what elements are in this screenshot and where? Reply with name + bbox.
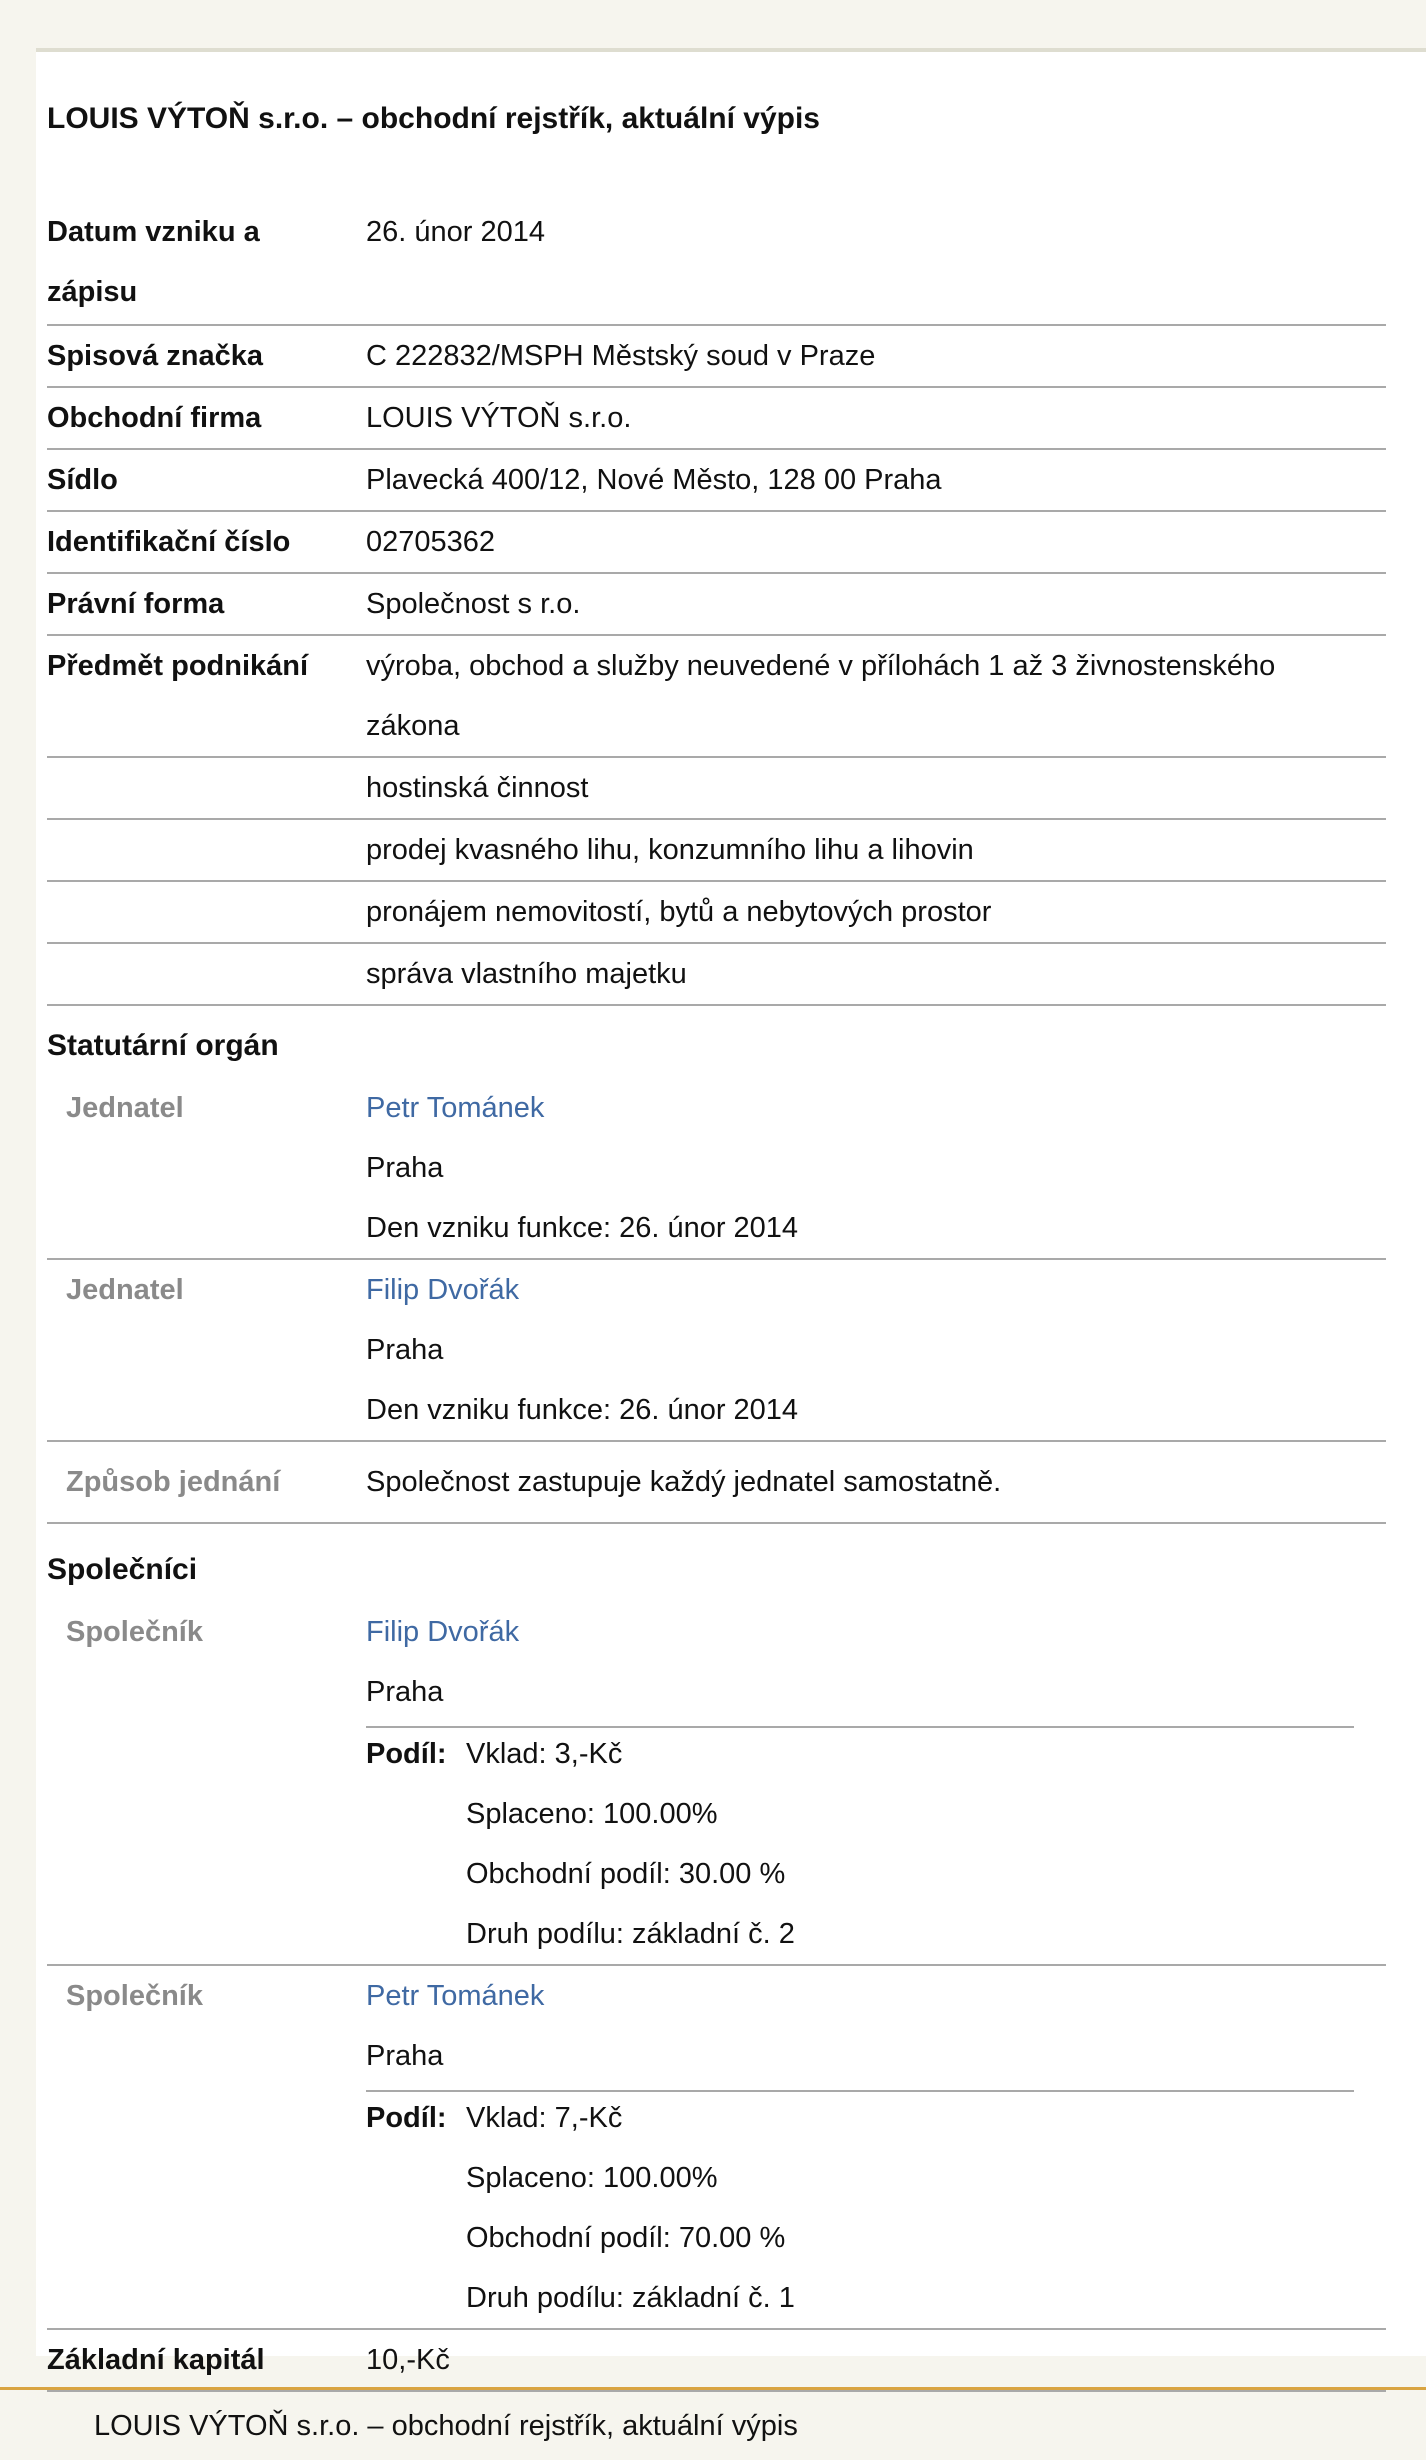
role-spolecnik-1: Společník — [66, 1616, 203, 1648]
link-spolecnik-2-name[interactable]: Petr Tománek — [366, 1980, 545, 2012]
spolecnik-2-obchodni-podil: Obchodní podíl: 70.00 % — [466, 2222, 786, 2254]
role-jednatel-2: Jednatel — [66, 1274, 184, 1306]
label-zpusob-jednani: Způsob jednání — [66, 1466, 281, 1498]
row-jednatel-2 — [47, 1260, 1386, 1442]
spolecnik-1-splaceno: Splaceno: 100.00% — [466, 1798, 718, 1830]
label-sidlo: Sídlo — [47, 464, 118, 496]
link-jednatel-2-name[interactable]: Filip Dvořák — [366, 1274, 520, 1306]
jednatel-1-city: Praha — [366, 1152, 444, 1184]
label-obchodni-firma: Obchodní firma — [47, 402, 262, 434]
value-spisova-znacka: C 222832/MSPH Městský soud v Praze — [366, 340, 876, 372]
section-statutarni-organ: Statutární orgán — [47, 1029, 279, 1062]
predmet-item-3: prodej kvasného lihu, konzumního lihu a lihovin — [366, 834, 974, 866]
spolecnik-2-podil-label: Podíl: — [366, 2102, 447, 2134]
row-jednatel-1 — [47, 1078, 1386, 1260]
spolecnik-2-vklad: Vklad: 7,-Kč — [466, 2102, 623, 2134]
predmet-item-2: hostinská činnost — [366, 772, 589, 804]
link-spolecnik-1-name[interactable]: Filip Dvořák — [366, 1616, 520, 1648]
spolecnik-1-vklad: Vklad: 3,-Kč — [466, 1738, 623, 1770]
row-identifikacni-cislo — [47, 512, 1386, 574]
role-spolecnik-2: Společník — [66, 1980, 203, 2012]
label-spisova-znacka: Spisová značka — [47, 340, 263, 372]
value-obchodni-firma: LOUIS VÝTOŇ s.r.o. — [366, 402, 632, 434]
value-identifikacni-cislo: 02705362 — [366, 526, 496, 558]
spolecnik-2-druh-podilu: Druh podílu: základní č. 1 — [466, 2282, 795, 2314]
value-zpusob-jednani: Společnost zastupuje každý jednatel samostatně. — [366, 1466, 1002, 1498]
spolecnik-2-splaceno: Splaceno: 100.00% — [466, 2162, 718, 2194]
jednatel-1-since: Den vzniku funkce: 26. únor 2014 — [366, 1212, 799, 1244]
jednatel-2-since: Den vzniku funkce: 26. únor 2014 — [366, 1394, 799, 1426]
predmet-item-1-line2: zákona — [366, 710, 460, 742]
row-spolecnik-2 — [47, 1966, 1386, 2330]
predmet-item-4: pronájem nemovitostí, bytů a nebytových prostor — [366, 896, 992, 928]
predmet-item-5: správa vlastního majetku — [366, 958, 687, 990]
row-spolecnik-1 — [47, 1602, 1386, 1966]
label-identifikacni-cislo: Identifikační číslo — [47, 526, 291, 558]
page-title: LOUIS VÝTOŇ s.r.o. – obchodní rejstřík, aktuální výpis — [47, 102, 820, 135]
row-sidlo — [47, 450, 1386, 512]
row-datum-vzniku — [47, 202, 1386, 326]
label-datum-vzniku-line2: zápisu — [47, 276, 138, 308]
link-jednatel-1-name[interactable]: Petr Tománek — [366, 1092, 545, 1124]
row-predmet-item-4 — [47, 882, 1386, 944]
spolecnik-1-druh-podilu: Druh podílu: základní č. 2 — [466, 1918, 795, 1950]
row-predmet-item-3 — [47, 820, 1386, 882]
spolecnik-1-podil-label: Podíl: — [366, 1738, 447, 1770]
row-zpusob-jednani — [47, 1442, 1386, 1524]
value-sidlo: Plavecká 400/12, Nové Město, 128 00 Praha — [366, 464, 942, 496]
row-predmet-podnikani — [47, 636, 1386, 758]
value-zakladni-kapital: 10,-Kč — [366, 2344, 450, 2376]
row-pravni-forma — [47, 574, 1386, 636]
value-datum-vzniku: 26. únor 2014 — [366, 216, 545, 248]
predmet-item-1-line1: výroba, obchod a služby neuvedené v přílohách 1 až 3 živnostenského — [366, 650, 1276, 682]
row-obchodni-firma — [47, 388, 1386, 450]
label-pravni-forma: Právní forma — [47, 588, 225, 620]
spolecnik-2-city: Praha — [366, 2040, 444, 2072]
spolecnik-1-city: Praha — [366, 1676, 444, 1708]
row-predmet-item-2 — [47, 758, 1386, 820]
label-datum-vzniku-line1: Datum vzniku a — [47, 216, 260, 248]
row-predmet-item-5 — [47, 944, 1386, 1006]
section-spolecnici: Společníci — [47, 1553, 198, 1586]
jednatel-2-city: Praha — [366, 1334, 444, 1366]
value-pravni-forma: Společnost s r.o. — [366, 588, 581, 620]
row-spisova-znacka — [47, 326, 1386, 388]
footer-title: LOUIS VÝTOŇ s.r.o. – obchodní rejstřík, aktuální výpis — [94, 2410, 798, 2442]
label-predmet-podnikani: Předmět podnikání — [47, 650, 309, 682]
label-zakladni-kapital: Základní kapitál — [47, 2344, 265, 2376]
spolecnik-1-obchodni-podil: Obchodní podíl: 30.00 % — [466, 1858, 786, 1890]
row-zakladni-kapital — [47, 2330, 1386, 2392]
footer-divider — [0, 2387, 1426, 2390]
role-jednatel-1: Jednatel — [66, 1092, 184, 1124]
register-card — [36, 48, 1426, 2376]
